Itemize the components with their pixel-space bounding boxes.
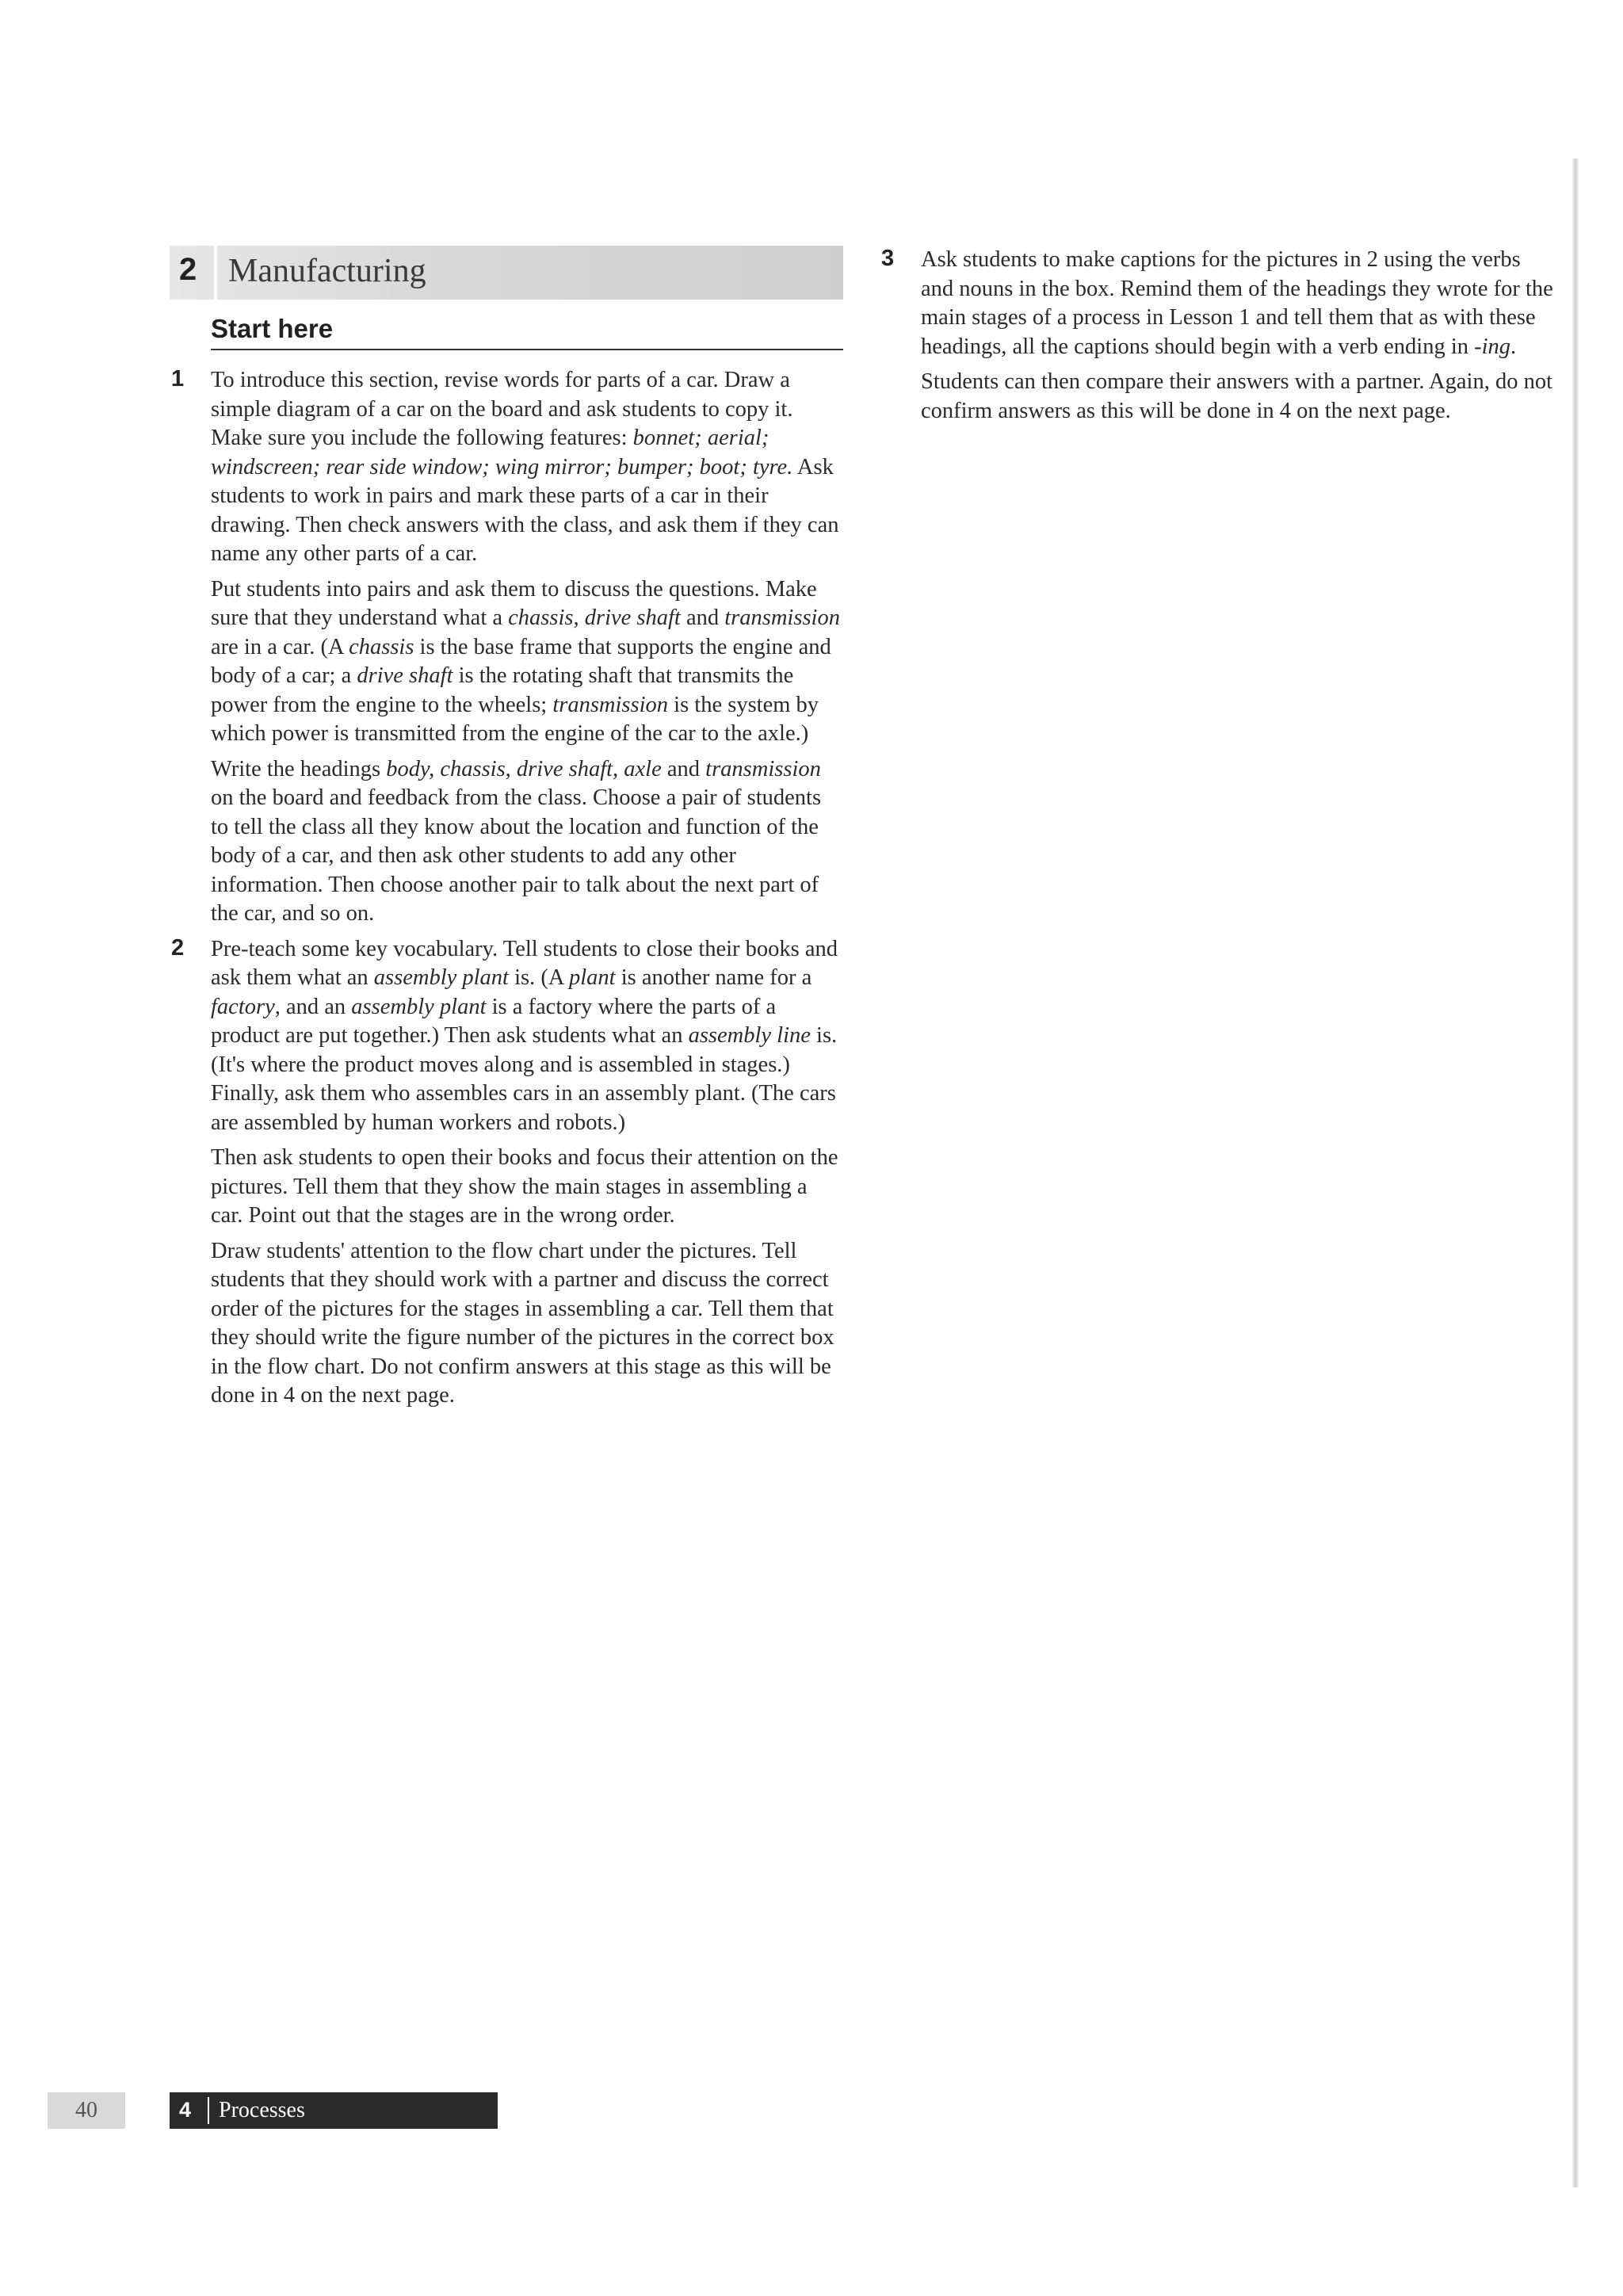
item-1 <box>170 366 843 929</box>
footer-tab-divider <box>208 2097 209 2124</box>
item-number: 2 <box>171 934 185 961</box>
paragraph: Then ask students to open their books and focus their attention on the pictures. Tell them that they show the main stages in assembling a car. Point out that the stages are in the wrong order. <box>211 1145 838 1228</box>
right-column <box>880 246 1553 432</box>
subheading: Start here <box>211 314 843 350</box>
footer-unit-title: Processes <box>219 2098 305 2122</box>
item-2 <box>170 935 843 1411</box>
page-number: 40 <box>48 2092 125 2129</box>
section-header-divider <box>214 246 217 300</box>
paragraph: Ask students to make captions for the pictures in 2 using the verbs and nouns in the box. Remind them of the headings they wrote for the main stages of a process in Lesson 1 and tell them that as with these headings, all the captions should begin with a verb ending in -ing. <box>921 247 1553 359</box>
paragraph: Put students into pairs and ask them to discuss the questions. Make sure that they understand what a chassis, drive shaft and transmission are in a car. (A chassis is the base frame that supports the engine and body of a car; a drive shaft is the rotating shaft that transmits the power from the engine to the wheels; transmission is the system by which power is transmitted from the engine of the car to the axle.) <box>211 576 840 746</box>
paragraph: To introduce this section, revise words for parts of a car. Draw a simple diagram of a car on the board and ask students to copy it. Make sure you include the following features: bonnet; aerial; windscreen; rear side window; wing mirror; bumper; boot; tyre. Ask students to work in pairs and mark these parts of a car in their drawing. Then check answers with the class, and ask them if they can name any other parts of a car. <box>211 368 839 566</box>
item-3 <box>880 246 1553 426</box>
item-number: 1 <box>171 366 185 392</box>
left-column <box>170 246 843 1417</box>
item-number: 3 <box>881 246 895 271</box>
paragraph: Students can then compare their answers with a partner. Again, do not confirm answers as this will be done in 4 on the next page. <box>921 369 1552 423</box>
footer-unit-number: 4 <box>179 2098 192 2122</box>
paragraph: Pre-teach some key vocabulary. Tell students to close their books and ask them what an assembly plant is. (A plant is another name for a factory, and an assembly plant is a factory where the parts of a product are put together.) Then ask students what an assembly line is. (It's where the product moves along and is assembled in stages.) Finally, ask them who assembles cars in an assembly plant. (The cars are assembled by human workers and robots.) <box>211 936 838 1135</box>
section-title: Manufacturing <box>228 253 426 289</box>
paragraph: Write the headings body, chassis, drive shaft, axle and transmission on the board and feedback from the class. Choose a pair of students to tell the class all they know about the location and function of the body of a car, and then ask other students to add any other information. Then choose another pair to talk about the next part of the car, and so on. <box>211 756 822 926</box>
section-number: 2 <box>179 252 197 287</box>
footer-unit-tab <box>170 2092 498 2129</box>
section-header <box>170 246 843 300</box>
page-edge-shadow <box>1572 159 1579 2187</box>
paragraph: Draw students' attention to the flow chart under the pictures. Tell students that they should work with a partner and discuss the correct order of the pictures for the stages in assembling a car. Tell them that they should write the figure number of the pictures in the correct box in the flow chart. Do not confirm answers at this stage as this will be done in 4 on the next page. <box>211 1238 834 1408</box>
